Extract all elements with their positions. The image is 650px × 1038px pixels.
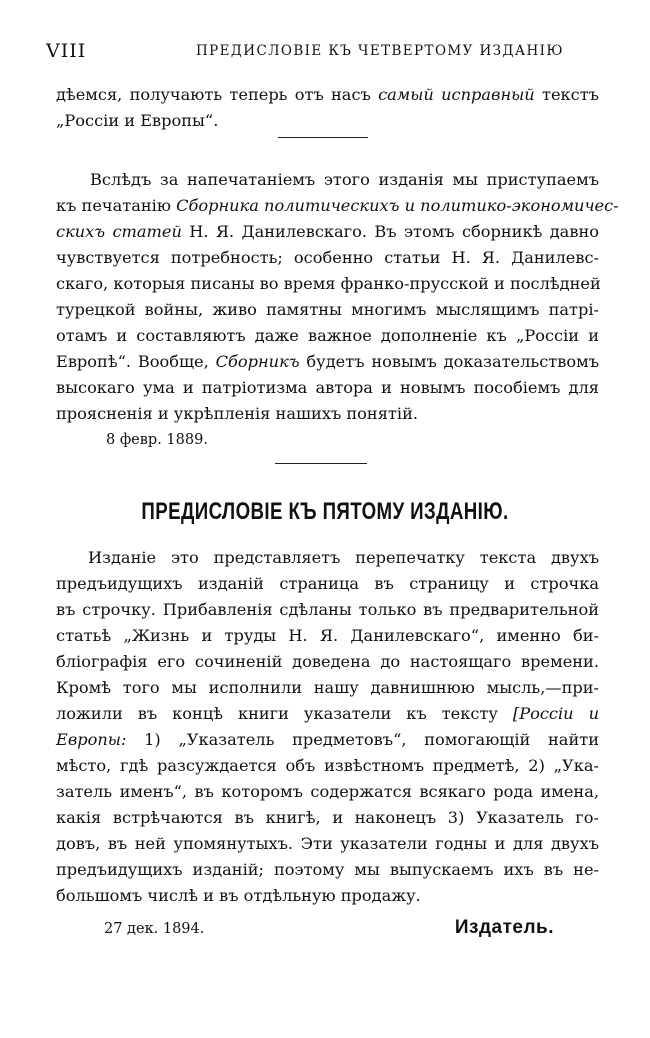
text-line: скихъ статей Н. Я. Данилевскаго. Въ этомъ сборникѣ давно bbox=[56, 222, 599, 241]
text-line: высокаго ума и патріотизма автора и новымъ пособіемъ для bbox=[56, 378, 599, 397]
page-header bbox=[46, 40, 604, 64]
text-line: отамъ и составляютъ даже важное дополненіе къ „Россіи и bbox=[56, 326, 599, 345]
text-line: предъидущихъ изданій; поэтому мы выпускаемъ ихъ въ не- bbox=[56, 860, 599, 879]
text-line: чувствуется потребность; особенно статьи Н. Я. Данилевс- bbox=[56, 248, 599, 267]
text-line: Изданіе это представляетъ перепечатку текста двухъ bbox=[88, 548, 599, 567]
text-line: Вслѣдъ за напечатаніемъ этого изданія мы приступаемъ bbox=[90, 170, 599, 189]
text-line: мѣсто, гдѣ разсуждается объ извѣстномъ предметѣ, 2) „Ука- bbox=[56, 756, 599, 775]
text-line: Кромѣ того мы исполнили нашу давнишнюю мысль,—при- bbox=[56, 678, 599, 697]
text-line: предъидущихъ изданій страница въ страницу и строчка bbox=[56, 574, 599, 593]
text-line: статьѣ „Жизнь и труды Н. Я. Данилевскаго“, именно би- bbox=[56, 626, 599, 645]
text-line: довъ, въ ней упомянутыхъ. Эти указатели годны и для двухъ bbox=[56, 834, 599, 853]
divider-rule bbox=[278, 137, 368, 138]
text-line: дѣемся, получають теперь отъ насъ самый исправный текстъ bbox=[56, 85, 599, 104]
text-line: въ строчку. Прибавленія сдѣланы только въ предварительной bbox=[56, 600, 599, 619]
text-line: ложили въ концѣ книги указатели къ тексту [Россіи и bbox=[56, 704, 599, 723]
publisher-signature: Издатель. bbox=[454, 917, 554, 938]
text-line: Европѣ“. Вообще, Сборникъ будетъ новымъ доказательствомъ bbox=[56, 352, 599, 371]
divider-rule bbox=[275, 463, 367, 464]
text-line: Европы: 1) „Указатель предметовъ“, помогающій найти bbox=[56, 730, 599, 749]
text-line: къ печатанію Сборника политическихъ и политико-экономичес- bbox=[56, 196, 619, 215]
date-1894: 27 дек. 1894. bbox=[104, 921, 205, 937]
page-number: VIII bbox=[46, 40, 87, 62]
running-title: ПРЕДИСЛОВІЕ КЪ ЧЕТВЕРТОМУ ИЗДАНІЮ bbox=[196, 43, 564, 59]
date-1889: 8 февр. 1889. bbox=[106, 432, 208, 448]
text-line: большомъ числѣ и въ отдѣльную продажу. bbox=[56, 886, 421, 905]
text-line: турецкой войны, живо памятны многимъ мыслящимъ патрі- bbox=[56, 300, 599, 319]
section-title: ПРЕДИСЛОВІЕ КЪ ПЯТОМУ ИЗДАНІЮ. bbox=[141, 498, 509, 525]
text-line: затель именъ“, въ которомъ содержатся всякаго рода имена, bbox=[56, 782, 599, 801]
text-line: какія встрѣчаются въ книгѣ, и наконецъ 3) Указатель го- bbox=[56, 808, 599, 827]
text-line: скаго, которыя писаны во время франко-прусской и послѣдней bbox=[56, 274, 601, 293]
text-line: „Россіи и Европы“. bbox=[56, 111, 219, 130]
text-line: бліографія его сочиненій доведена до настоящаго времени. bbox=[56, 652, 599, 671]
text-line: проясненія и укрѣпленія нашихъ понятій. bbox=[56, 404, 418, 423]
